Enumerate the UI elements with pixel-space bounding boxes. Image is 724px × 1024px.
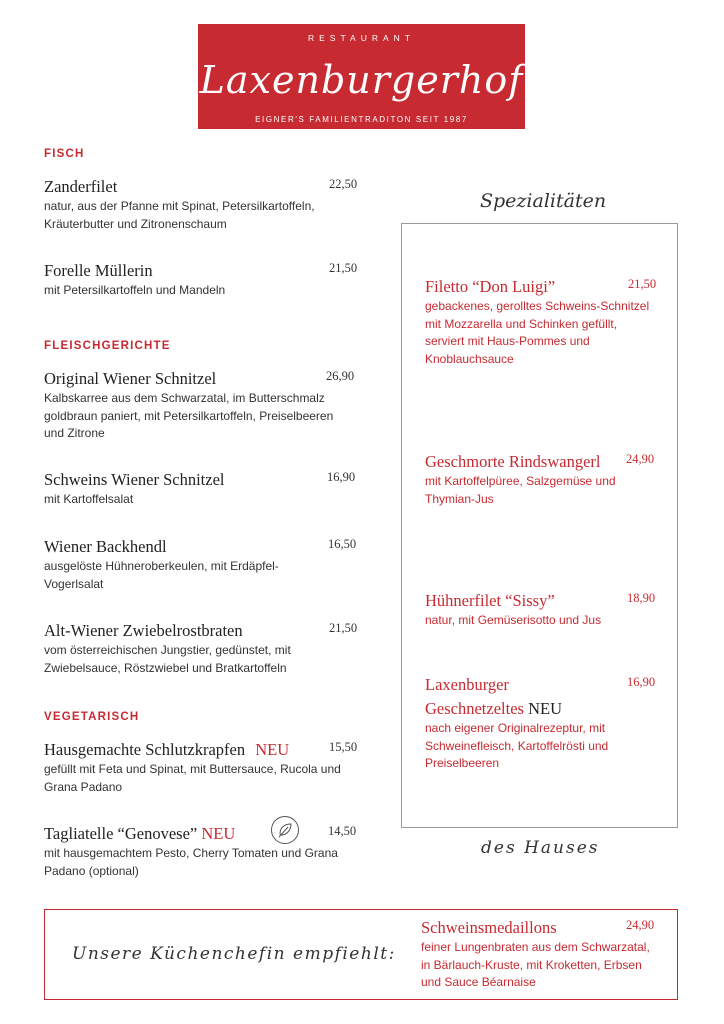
- special-description: gebackenes, gerolltes Schweins-Schnitzel mit Mozzarella und Schinken gefüllt, serviert mit Haus-Pommes und Knoblauchsauce: [425, 299, 650, 366]
- special-price: 16,90: [627, 675, 656, 689]
- special-description: mit Kartoffelpüree, Salzgemüse und Thymian-Jus: [425, 474, 616, 506]
- special-title: Laxenburger: [425, 675, 509, 694]
- logo-restaurant-name: Laxenburgerhof: [199, 58, 524, 102]
- neu-badge: NEU: [255, 740, 290, 759]
- dish-description: gefüllt mit Feta und Spinat, mit Buttersauce, Rucola und Grana Padano: [44, 762, 341, 794]
- dish-name: Hausgemachte Schlutzkrapfen: [44, 740, 246, 759]
- special-price: 18,90: [627, 591, 656, 605]
- section-heading-fisch: FISCH: [44, 148, 85, 160]
- dish-title: [44, 740, 289, 760]
- dish-price: 21,50: [329, 261, 358, 275]
- special-title: Filetto “Don Luigi”: [425, 277, 556, 296]
- special-name: Geschnetzeltes: [425, 699, 524, 718]
- dish-title: [44, 824, 235, 844]
- section-heading-fleischgerichte: FLEISCHGERICHTE: [44, 340, 171, 352]
- dish-description: ausgelöste Hühneroberkeulen, mit Erdäpfel-Vogerlsalat: [44, 559, 279, 591]
- dish-description: mit Petersilkartoffeln und Mandeln: [44, 283, 226, 297]
- dish-price: 14,50: [328, 824, 357, 838]
- logo-tagline: EIGNER'S FAMILIENTRADITON SEIT 1987: [255, 115, 468, 124]
- special-price: 24,90: [626, 452, 655, 466]
- dish-title: Original Wiener Schnitzel: [44, 369, 217, 388]
- dish-price: 15,50: [329, 740, 358, 754]
- dish-title: Wiener Backhendl: [44, 537, 167, 556]
- neu-badge: NEU: [528, 699, 562, 718]
- recommendation-description: feiner Lungenbraten aus dem Schwarzatal, in Bärlauch-Kruste, mit Kroketten, Erbsen und Sauce Béarnaise: [421, 940, 650, 989]
- neu-badge: NEU: [201, 824, 236, 843]
- dish-description: vom österreichischen Jungstier, gedünstet, mit Zwiebelsauce, Röstzwiebel und Bratkartoffeln: [44, 643, 291, 675]
- special-title: Geschmorte Rindswangerl: [425, 452, 601, 471]
- dish-title: Forelle Müllerin: [44, 261, 153, 280]
- dish-price: 26,90: [326, 369, 355, 383]
- restaurant-logo: [198, 24, 525, 129]
- dish-description: Kalbskarree aus dem Schwarzatal, im Butterschmalz goldbraun paniert, mit Petersilkartoffeln, Preiselbeeren und Zitrone: [44, 391, 334, 440]
- dish-description: mit Kartoffelsalat: [44, 492, 134, 506]
- dish-title: Schweins Wiener Schnitzel: [44, 470, 225, 489]
- special-title: Hühnerfilet “Sissy”: [425, 591, 555, 610]
- logo-top-label: RESTAURANT: [308, 33, 415, 43]
- dish-price: 16,90: [327, 470, 356, 484]
- vegan-leaf-icon: [270, 815, 300, 845]
- special-price: 21,50: [628, 277, 657, 291]
- dish-description: mit hausgemachtem Pesto, Cherry Tomaten und Grana Padano (optional): [44, 846, 338, 878]
- dish-price: 22,50: [329, 177, 358, 191]
- specials-heading: Spezialitäten: [480, 190, 607, 212]
- special-description: nach eigener Originalrezeptur, mit Schweinefleisch, Kartoffelrösti und Preiselbeeren: [425, 721, 609, 770]
- recommendation-price: 24,90: [626, 918, 655, 932]
- recommendation-title: Schweinsmedaillons: [421, 918, 557, 937]
- dish-title: Alt-Wiener Zwiebelrostbraten: [44, 621, 243, 640]
- dish-title: Zanderfilet: [44, 177, 118, 196]
- special-description: natur, mit Gemüserisotto und Jus: [425, 613, 602, 627]
- section-heading-vegetarisch: VEGETARISCH: [44, 711, 140, 723]
- dish-name: Tagliatelle “Genovese”: [44, 824, 198, 843]
- dish-description: natur, aus der Pfanne mit Spinat, Petersilkartoffeln, Kräuterbutter und Zitronenschaum: [44, 199, 315, 231]
- special-title-line2: [425, 699, 562, 719]
- recommendation-label: Unsere Küchenchefin empfiehlt:: [72, 944, 396, 964]
- specials-footer: des Hauses: [481, 838, 600, 858]
- dish-price: 16,50: [328, 537, 357, 551]
- dish-price: 21,50: [329, 621, 358, 635]
